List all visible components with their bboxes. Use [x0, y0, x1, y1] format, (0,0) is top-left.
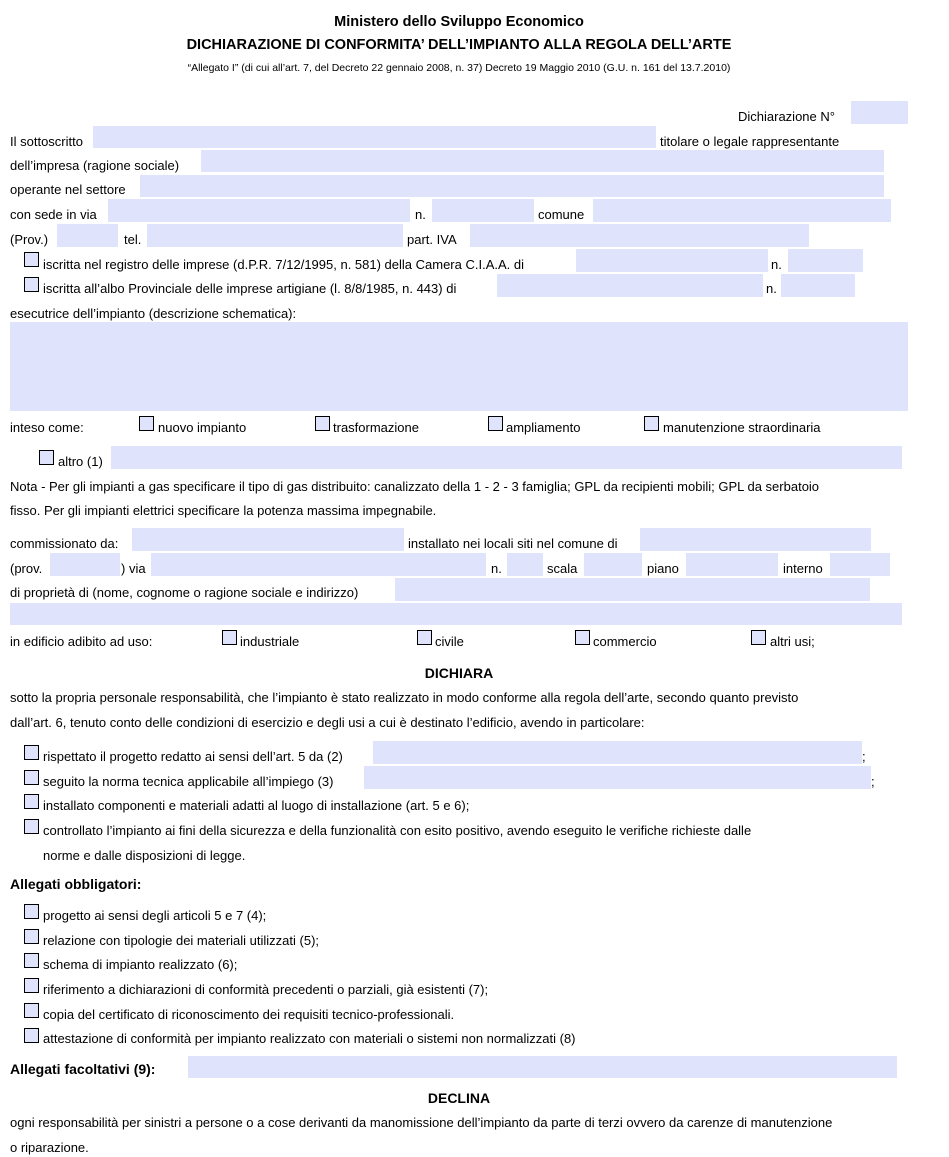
via-locali-field[interactable] — [151, 553, 486, 576]
esecutrice-label: esecutrice dell’impianto (descrizione schematica): — [10, 306, 297, 321]
civile-checkbox[interactable] — [417, 630, 432, 645]
dichiarazione-number-label: Dichiarazione N° — [738, 109, 835, 124]
interno-field[interactable] — [830, 553, 890, 576]
piano-field[interactable] — [686, 553, 778, 576]
altro-checkbox[interactable] — [39, 450, 54, 465]
controllato-checkbox[interactable] — [24, 819, 39, 834]
allegato-riferimento-label: riferimento a dichiarazioni di conformità precedenti o parziali, già esistenti (7); — [43, 982, 489, 997]
descrizione-impianto-field[interactable] — [10, 322, 908, 411]
commercio-checkbox[interactable] — [575, 630, 590, 645]
ministry-title: Ministero dello Sviluppo Economico — [334, 14, 584, 30]
altri-usi-label: altri usi; — [770, 634, 815, 649]
registro-ciaa-field[interactable] — [576, 249, 768, 272]
comune-field[interactable] — [593, 199, 891, 222]
sede-via-label: con sede in via — [10, 207, 97, 222]
industriale-label: industriale — [240, 634, 300, 649]
numero-locali-field[interactable] — [507, 553, 543, 576]
civile-label: civile — [435, 634, 464, 649]
sede-via-field[interactable] — [108, 199, 410, 222]
altro-field[interactable] — [111, 446, 902, 469]
impresa-label: dell’impresa (ragione sociale) — [10, 158, 180, 173]
commercio-label: commercio — [593, 634, 657, 649]
proprieta-label: di proprietà di (nome, cognome o ragione sociale e indirizzo) — [10, 585, 359, 600]
via-locali-label: ) via — [121, 561, 146, 576]
comune-label: comune — [538, 207, 585, 222]
manutenzione-label: manutenzione straordinaria — [663, 420, 821, 435]
declina-text-2: o riparazione. — [10, 1140, 89, 1155]
sottoscritto-label: Il sottoscritto — [10, 134, 83, 149]
norma-semicolon: ; — [871, 774, 875, 789]
albo-provincia-field[interactable] — [497, 274, 763, 297]
albo-numero-field[interactable] — [781, 274, 855, 297]
allegato-certificato-checkbox[interactable] — [24, 1003, 39, 1018]
nuovo-impianto-label: nuovo impianto — [158, 420, 247, 435]
sede-numero-label: n. — [415, 207, 426, 222]
allegati-heading: Allegati obbligatori: — [10, 876, 142, 892]
prov-locali-label: (prov. — [10, 561, 43, 576]
registro-numero-label: n. — [771, 257, 782, 272]
prov-field[interactable] — [57, 224, 118, 247]
allegato-certificato-label: copia del certificato di riconoscimento dei requisiti tecnico-professionali. — [43, 1007, 455, 1022]
nuovo-impianto-checkbox[interactable] — [139, 416, 154, 431]
prov-locali-field[interactable] — [50, 553, 120, 576]
prov-label: (Prov.) — [10, 232, 49, 247]
allegato-riferimento-checkbox[interactable] — [24, 978, 39, 993]
dichiara-text-1: sotto la propria personale responsabilità, che l’impianto è stato realizzato in modo conforme alla regola dell’arte, secondo quanto previsto — [10, 690, 799, 705]
albo-label: iscritta all’albo Provinciale delle imprese artigiane (l. 8/8/1985, n. 443) di — [43, 281, 457, 296]
commissionato-field[interactable] — [132, 528, 404, 551]
tel-label: tel. — [124, 232, 142, 247]
piva-label: part. IVA — [407, 232, 457, 247]
sottoscritto-field[interactable] — [93, 126, 656, 148]
commissionato-label: commissionato da: — [10, 536, 119, 551]
proprieta-field-2[interactable] — [10, 603, 902, 625]
allegato-relazione-label: relazione con tipologie dei materiali utilizzati (5); — [43, 933, 320, 948]
installato-comune-field[interactable] — [640, 528, 871, 551]
albo-checkbox[interactable] — [24, 277, 39, 292]
allegato-attestazione-checkbox[interactable] — [24, 1028, 39, 1043]
controllato-label-2: norme e dalle disposizioni di legge. — [43, 848, 246, 863]
registro-checkbox[interactable] — [24, 252, 39, 267]
progetto-label: rispettato il progetto redatto ai sensi dell’art. 5 da (2) — [43, 749, 343, 764]
installato-label: installato nei locali siti nel comune di — [408, 536, 618, 551]
scala-label: scala — [547, 561, 578, 576]
document-title: DICHIARAZIONE DI CONFORMITA’ DELL’IMPIANTO ALLA REGOLA DELL’ARTE — [186, 37, 732, 53]
altri-usi-checkbox[interactable] — [751, 630, 766, 645]
progetto-checkbox[interactable] — [24, 745, 39, 760]
allegato-schema-label: schema di impianto realizzato (6); — [43, 957, 238, 972]
dichiarazione-number-field[interactable] — [851, 101, 908, 124]
nota-line-2: fisso. Per gli impianti elettrici specificare la potenza massima impegnabile. — [10, 503, 437, 518]
edificio-label: in edificio adibito ad uso: — [10, 634, 153, 649]
dichiara-text-2: dall’art. 6, tenuto conto delle condizioni di esercizio e degli usi a cui è destinato l’edificio, avendo in particolare: — [10, 715, 645, 730]
sede-numero-field[interactable] — [432, 199, 534, 222]
norma-label: seguito la norma tecnica applicabile all’impiego (3) — [43, 774, 334, 789]
piva-field[interactable] — [470, 224, 809, 247]
componenti-label: installato componenti e materiali adatti al luogo di installazione (art. 5 e 6); — [43, 798, 470, 813]
allegato-progetto-checkbox[interactable] — [24, 904, 39, 919]
norma-checkbox[interactable] — [24, 770, 39, 785]
albo-numero-label: n. — [766, 281, 777, 296]
allegato-progetto-label: progetto ai sensi degli articoli 5 e 7 (4); — [43, 908, 267, 923]
allegati-facoltativi-label: Allegati facoltativi (9): — [10, 1061, 156, 1077]
ampliamento-label: ampliamento — [506, 420, 581, 435]
titolare-label: titolare o legale rappresentante — [660, 134, 840, 149]
altro-label: altro (1) — [58, 454, 103, 469]
declina-heading: DECLINA — [427, 1090, 491, 1106]
interno-label: interno — [783, 561, 823, 576]
allegato-attestazione-label: attestazione di conformità per impianto realizzato con materiali o sistemi non normalizzati (8) — [43, 1031, 576, 1046]
dichiara-heading: DICHIARA — [424, 665, 494, 681]
progetto-semicolon: ; — [862, 749, 866, 764]
trasformazione-label: trasformazione — [333, 420, 419, 435]
piano-label: piano — [647, 561, 679, 576]
ampliamento-checkbox[interactable] — [488, 416, 503, 431]
settore-label: operante nel settore — [10, 182, 126, 197]
industriale-checkbox[interactable] — [222, 630, 237, 645]
norma-field[interactable] — [364, 766, 871, 789]
progetto-field[interactable] — [373, 741, 862, 764]
registro-numero-field[interactable] — [788, 249, 863, 272]
proprieta-field[interactable] — [395, 578, 870, 601]
tel-field[interactable] — [147, 224, 403, 247]
trasformazione-checkbox[interactable] — [315, 416, 330, 431]
allegati-facoltativi-field[interactable] — [188, 1056, 897, 1078]
manutenzione-checkbox[interactable] — [644, 416, 659, 431]
declina-text-1: ogni responsabilità per sinistri a persone o a cose derivanti da manomissione dell’impianto da parte di terzi ovvero da carenze di manutenzione — [10, 1115, 833, 1130]
registro-label: iscritta nel registro delle imprese (d.P.R. 7/12/1995, n. 581) della Camera C.I.A.A. di — [43, 257, 524, 272]
impresa-field[interactable] — [201, 150, 884, 172]
allegato-relazione-checkbox[interactable] — [24, 929, 39, 944]
inteso-come-label: inteso come: — [10, 420, 84, 435]
numero-locali-label: n. — [491, 561, 502, 576]
settore-field[interactable] — [140, 175, 884, 197]
componenti-checkbox[interactable] — [24, 794, 39, 809]
scala-field[interactable] — [584, 553, 642, 576]
document-subtitle: “Allegato I” (di cui all’art. 7, del Decreto 22 gennaio 2008, n. 37) Decreto 19 Maggio 2010 (G.U. n. 161 del 13.7.2010) — [187, 62, 731, 74]
nota-line-1: Nota - Per gli impianti a gas specificare il tipo di gas distribuito: canalizzato della 1 - 2 - 3 famiglia; GPL da recipienti mobili; GPL da serbatoio — [10, 479, 820, 494]
allegato-schema-checkbox[interactable] — [24, 953, 39, 968]
controllato-label-1: controllato l’impianto ai fini della sicurezza e della funzionalità con esito positivo, avendo eseguito le verifiche richieste dalle — [43, 823, 752, 838]
